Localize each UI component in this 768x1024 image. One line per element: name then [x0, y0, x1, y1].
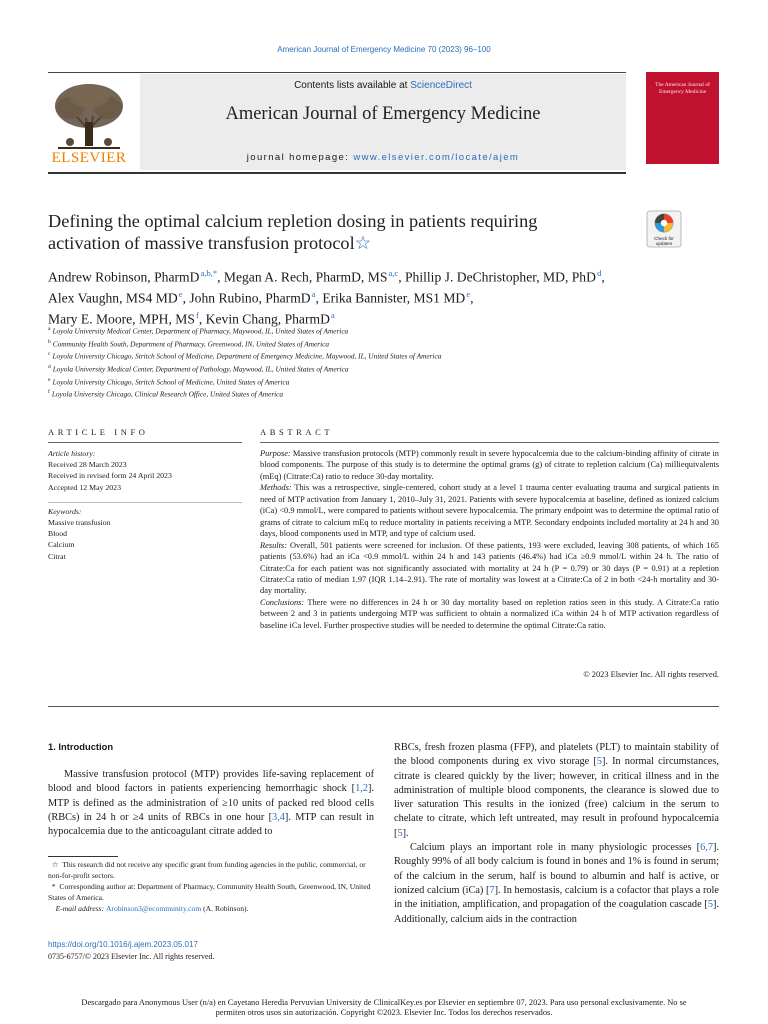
author-separator: , [601, 269, 605, 285]
abstract-copyright: © 2023 Elsevier Inc. All rights reserved. [583, 670, 719, 679]
author-name[interactable]: Alex Vaughn, MS4 MD [48, 290, 178, 306]
citation-link[interactable]: 7 [489, 884, 495, 896]
affiliation-list [48, 324, 668, 400]
title-footnote-mark[interactable]: ☆ [354, 233, 372, 253]
author-name[interactable]: Megan A. Rech, PharmD, MS [223, 269, 388, 285]
citation-link[interactable]: 5 [596, 756, 602, 768]
affiliation-key: b [48, 338, 51, 345]
abstract-rule [260, 442, 719, 443]
introduction-heading: 1. Introduction [48, 741, 114, 752]
email-link[interactable]: Arobinson3@ecommunity.com [105, 903, 202, 913]
keyword-item: Massive transfusion [48, 518, 111, 528]
affiliation-text: Community Health South, Department of Pharmacy, Greenwood, IN, United States of America [52, 339, 329, 349]
article-title-text: Defining the optimal calcium repletion dosing in patients requiring activation of massive transfusion protocol [48, 211, 538, 253]
journal-title: American Journal of Emergency Medicine [225, 104, 541, 124]
download-notice: Descargado para Anonymous User (n/a) en Cayetano Heredia Pervuvian University de ClinicalKey.es por Elsevier en septiembre 07, 2023. Para uso personal exclusivamente. No se permiten otros usos sin autorización. Copyright ©2023. Elsevier Inc. Todos los derechos reservados. [81, 998, 687, 1017]
author-name[interactable]: Andrew Robinson, PharmD [48, 269, 200, 285]
check-for-updates-label[interactable]: Check for updates [654, 236, 674, 246]
journal-reference-link[interactable]: American Journal of Emergency Medicine 70 (2023) 96–100 [277, 45, 491, 54]
footnote-rule [48, 856, 118, 857]
author-affil-mark[interactable]: a,b,* [200, 268, 218, 278]
article-info-rule [48, 442, 242, 443]
spacer [48, 493, 242, 506]
author-list [48, 265, 678, 328]
paragraph-text: Calcium plays an important role in many physiologic processes [ [410, 842, 701, 854]
intro-paragraph [394, 841, 719, 927]
issn-line: 0735-6757/© 2023 Elsevier Inc. All rights reserved. [48, 952, 215, 961]
author-separator: , [182, 290, 190, 306]
funding-footnote-text: This research did not receive any specific grant from funding agencies in the public, commercial, or non-for-profit sectors. [48, 860, 366, 880]
author-name[interactable]: Kevin Chang, PharmD [205, 311, 330, 327]
author-affil-mark[interactable]: f [196, 310, 199, 321]
author-affil-mark[interactable]: d [597, 268, 602, 278]
abstract-conclusions-label: Conclusions: [260, 597, 305, 607]
corresponding-footnote: * Corresponding author at: Department of Pharmacy, Community Health South, Greenwood, IN, United States of America. [48, 881, 371, 902]
affiliation-text: Loyola University Chicago, Stritch School of Medicine, United States of America [52, 376, 290, 386]
abstract-conclusions-text: There were no differences in 24 h or 30 day mortality based on repletion ratios seen in this study. A Citrate:Ca ratio between 2 and 3 in patients undergoing MTP was sufficient to obtain a normalized iCa within 24 h of MTP activation regardless of baseline iCa level. Further prospective studies will be needed to determine the optimal Citrate:Ca ratio. [260, 597, 719, 630]
paragraph-text: Massive transfusion protocol (MTP) provides life-saving replacement of blood and blood factors in patients experiencing hemorrhagic shock [ [48, 769, 374, 795]
abstract-purpose [260, 448, 719, 482]
cover-title: The American Journal of Emergency Medicine [655, 82, 710, 95]
header-top-rule [48, 72, 626, 73]
abstract-results-text: Overall, 501 patients were screened for inclusion. Of these patients, 193 were excluded, leaving 308 patients, of which 165 patients (53.6%) had an iCa <0.9 mmol/L within 24 h and 143 patients (46.4%) had iCa ≥0.9 mmol/L within 24 h. The ratio of Citrate:Ca for each patient was not significantly associated with mortality at 24 h (P = 0.79) or 30 days (P = 0.91) at a repletion Citrate:Ca ratio of median 1.97 (IQR 1.14–2.91). The rate of mortality was lowest at a Citrate:Ca of 2 in both <24-h mortality and 30-day mortality. [260, 540, 719, 596]
affiliation-item [48, 324, 668, 337]
email-label: E-mail address: [55, 903, 106, 913]
affiliation-key: f [48, 389, 50, 396]
abstract-purpose-text: Massive transfusion protocols (MTP) commonly result in severe hypocalcemia due to the calcium-binding affinity of citrate in blood components. The purpose of this study is to determine the optimal grams (g) of citrate to repletion calcium (Ca) milliequivalents (mEq) (Citrate:Ca) ratio to reduce 30-day mortality. [260, 449, 719, 481]
author-affil-mark[interactable]: a,c [388, 268, 399, 278]
author-separator: , [398, 269, 405, 285]
contents-prefix: Contents lists available at [294, 80, 411, 91]
paragraph-text: ]. In hemostasis, calcium is a cofactor that plays a role in the initiation, amplification, and propagation of the coagulation cascade [ [394, 884, 719, 911]
affiliation-item [48, 362, 668, 375]
paragraph-text: ]. MTP is defined as the administration of ≥10 units of packed red blood cells (RBCs) in 24 h or ≥4 units of RBCs in one hour [ [48, 783, 374, 823]
affiliation-text: Loyola University Medical Center, Department of Pathology, Maywood, IL, United States of America [52, 364, 349, 374]
abstract-bottom-rule [48, 706, 719, 707]
affiliation-item [48, 337, 668, 350]
citation-link[interactable]: 5 [397, 827, 403, 839]
keyword-item: Calcium [48, 540, 75, 550]
email-footnote [48, 904, 374, 915]
corresponding-footnote-text: Corresponding author at: Department of Pharmacy, Community Health South, Greenwood, IN, United States of America. [48, 881, 371, 902]
affiliation-item [48, 349, 668, 362]
affiliation-item [48, 387, 668, 400]
intro-paragraph-continued [394, 741, 719, 841]
footnotes [48, 860, 374, 915]
body-column-right [394, 741, 719, 927]
body-column-left [48, 768, 374, 839]
keyword-item: Blood [48, 529, 68, 539]
abstract-body [260, 448, 719, 631]
affiliation-key: d [48, 363, 51, 370]
author-name[interactable]: Erika Bannister, MS1 MD [322, 290, 466, 306]
accepted-date: Accepted 12 May 2023 [48, 482, 121, 492]
sciencedirect-link[interactable]: ScienceDirect [410, 80, 472, 91]
paragraph-text: ]. MTP can result in hypocalcemia due to the anticoagulant citrate added to [48, 811, 375, 838]
citation-link[interactable]: 1,2 [355, 783, 368, 795]
abstract-conclusions [260, 597, 719, 631]
paragraph-text: ]. Additionally, calcium aids in the contraction [394, 899, 719, 925]
doi-link[interactable]: https://doi.org/10.1016/j.ajem.2023.05.017 [48, 940, 198, 949]
affiliation-key: c [48, 351, 51, 358]
abstract-methods-label: Methods: [260, 483, 292, 493]
abstract-methods-text: This was a retrospective, single-centered, cohort study at a level 1 trauma center evaluating trauma and surgical patients in need of MTP activation from January 1, 2010–July 31, 2021. Patients with severe hypocalcemia at baseline, defined as ionized calcium (iCa) <0.9 mmol/L, were compared to patients without severe hypocalcemia. The primary endpoint was to determine the optimal ratio of grams of citrate to calcium mEq to reduce mortality in patients receiving a MTP. Secondary endpoints included mortality at 24 h and 30 days, blood components used in MTP, and type of calcium used. [260, 483, 719, 539]
affiliation-key: e [48, 376, 51, 383]
article-info-panel [48, 448, 242, 562]
paragraph-text: ]. Roughly 99% of all body calcium is found in bones and 1% is found in serum; of the calcium in the serum, half is bound to albumin and half is active, or ionized calcium (iCa) [ [394, 842, 719, 896]
abstract-results-label: Results: [260, 540, 287, 550]
affiliation-text: Loyola University Medical Center, Department of Pharmacy, Maywood, IL, United States of America [52, 326, 349, 336]
article-history-label: Article history: [48, 449, 96, 458]
keywords-divider [48, 502, 242, 503]
paragraph-text: ]. In normal circumstances, citrate is cleared quickly by the liver; however, in critical illness and in the administration of multiple blood components, the clearance is slowed due to liver saturation This results in the ionized (free) calcium in the serum to chelate to citrate, which left untreated, may result in profound hypocalcemia [ [394, 756, 719, 839]
homepage-prefix: journal homepage: [246, 152, 354, 163]
article-title [48, 210, 608, 254]
abstract-purpose-label: Purpose: [260, 449, 291, 458]
paragraph-text: RBCs, fresh frozen plasma (FFP), and platelets (PLT) to maintain stability of the blood components during ex vivo storage [ [394, 742, 719, 768]
author-separator: , [470, 290, 474, 306]
abstract-heading: ABSTRACT [260, 427, 334, 437]
citation-link[interactable]: 5 [707, 899, 713, 911]
intro-paragraph [48, 768, 374, 839]
affiliation-key: a [48, 326, 51, 332]
homepage-link[interactable]: www.elsevier.com/locate/ajem [353, 152, 520, 163]
author-name[interactable]: Mary E. Moore, MPH, MS [48, 311, 195, 327]
citation-link[interactable]: 3,4 [272, 811, 285, 823]
author-name[interactable]: Phillip J. DeChristopher, MD, PhD [405, 269, 596, 285]
affiliation-text: Loyola University Chicago, Clinical Research Office, United States of America [51, 389, 284, 399]
affiliation-text: Loyola University Chicago, Stritch School of Medicine, Department of Emergency Medicine, Maywood, IL, United States of America [52, 351, 442, 361]
journal-homepage-line [140, 152, 626, 163]
author-separator: , [198, 311, 206, 327]
author-separator: , [315, 290, 323, 306]
abstract-results [260, 540, 719, 597]
keywords-label: Keywords: [48, 506, 82, 516]
affiliation-item [48, 375, 668, 388]
revised-date: Received in revised form 24 April 2023 [48, 471, 172, 481]
author-affil-mark[interactable]: a [331, 310, 335, 321]
author-affil-mark[interactable]: a [311, 289, 316, 300]
author-name[interactable]: John Rubino, PharmD [189, 290, 311, 306]
keyword-item: Citrat [48, 551, 66, 561]
funding-footnote: ☆ This research did not receive any specific grant from funding agencies in the public, commercial, or non-for-profit sectors. [48, 860, 366, 880]
abstract-methods [260, 482, 719, 539]
author-affil-mark[interactable]: e [178, 289, 183, 300]
article-info-heading: ARTICLE INFO [48, 427, 149, 437]
author-affil-mark[interactable]: e [466, 289, 471, 300]
citation-link[interactable]: 6,7 [700, 842, 713, 854]
author-separator: , [217, 269, 224, 285]
contents-available-line [140, 80, 626, 91]
elsevier-wordmark: ELSEVIER [51, 150, 127, 166]
header-bottom-rule [48, 172, 626, 174]
email-suffix: (A. Robinson). [201, 903, 249, 913]
received-date: Received 28 March 2023 [48, 460, 127, 470]
paragraph-text: ]. [402, 827, 409, 839]
